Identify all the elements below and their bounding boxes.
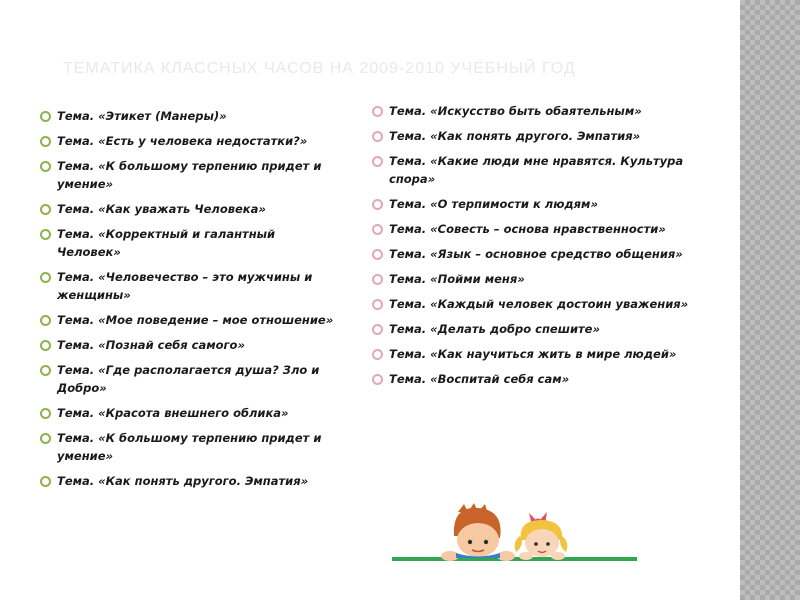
slide-title: ТЕМАТИКА КЛАССНЫХ ЧАСОВ НА 2009-2010 УЧЕБНЫЙ ГОД xyxy=(63,60,576,77)
list-item xyxy=(372,220,692,238)
list-item xyxy=(372,370,692,388)
bullet-icon xyxy=(40,433,51,444)
girl-figure xyxy=(515,512,568,560)
list-item-text: Тема. «Как уважать Человека» xyxy=(57,202,266,216)
list-item xyxy=(40,132,340,150)
list-item xyxy=(372,102,692,120)
bullet-icon xyxy=(40,365,51,376)
list-item-text: Тема. «Воспитай себя сам» xyxy=(389,372,570,386)
list-item xyxy=(40,157,340,193)
list-item-text: Тема. «Как научиться жить в мире людей» xyxy=(389,347,677,361)
list-item xyxy=(40,225,340,261)
list-item xyxy=(372,152,692,188)
bullet-icon xyxy=(372,349,383,360)
list-item xyxy=(40,404,340,422)
bullet-icon xyxy=(372,131,383,142)
bullet-icon xyxy=(40,408,51,419)
bullet-icon xyxy=(40,272,51,283)
list-item-text: Тема. «Пойми меня» xyxy=(389,272,525,286)
bullet-icon xyxy=(40,340,51,351)
list-item-text: Тема. «Корректный и галантный Человек» xyxy=(57,227,276,259)
list-item xyxy=(40,200,340,218)
list-item xyxy=(40,429,340,465)
list-item-text: Тема. «Где располагается душа? Зло и Добро» xyxy=(57,363,320,395)
bullet-icon xyxy=(372,199,383,210)
list-item xyxy=(372,295,692,313)
list-item xyxy=(40,311,340,329)
list-item xyxy=(40,107,340,125)
list-item-text: Тема. «Язык – основное средство общения» xyxy=(389,247,683,261)
bullet-icon xyxy=(40,229,51,240)
list-item-text: Тема. «Делать добро спешите» xyxy=(389,322,600,336)
list-item-text: Тема. «Как понять другого. Эмпатия» xyxy=(57,474,309,488)
bullet-icon xyxy=(372,324,383,335)
bullet-icon xyxy=(372,274,383,285)
list-item-text: Тема. «Есть у человека недостатки?» xyxy=(57,134,308,148)
bullet-icon xyxy=(40,204,51,215)
topic-list-right xyxy=(372,102,692,395)
list-item-text: Тема. «Какие люди мне нравятся. Культура спора» xyxy=(389,154,684,186)
list-item xyxy=(372,245,692,263)
list-item-text: Тема. «О терпимости к людям» xyxy=(389,197,598,211)
bullet-icon xyxy=(372,224,383,235)
list-item-text: Тема. «Каждый человек достоин уважения» xyxy=(389,297,689,311)
list-item-text: Тема. «Как понять другого. Эмпатия» xyxy=(389,129,641,143)
bullet-icon xyxy=(372,249,383,260)
list-item-text: Тема. «Красота внешнего облика» xyxy=(57,406,289,420)
bullet-icon xyxy=(372,156,383,167)
bullet-icon xyxy=(40,111,51,122)
list-item-text: Тема. «Этикет (Манеры)» xyxy=(57,109,227,123)
bullet-icon xyxy=(40,136,51,147)
boy-figure xyxy=(441,503,515,561)
list-item xyxy=(372,320,692,338)
decorative-side-panel xyxy=(740,0,800,600)
bullet-icon xyxy=(372,106,383,117)
children-illustration xyxy=(392,498,637,568)
bullet-icon xyxy=(372,374,383,385)
bullet-icon xyxy=(372,299,383,310)
list-item-text: Тема. «Искусство быть обаятельным» xyxy=(389,104,642,118)
list-item xyxy=(40,268,340,304)
list-item-text: Тема. «К большому терпению придет и умение» xyxy=(57,431,322,463)
list-item xyxy=(372,195,692,213)
list-item xyxy=(40,336,340,354)
bullet-icon xyxy=(40,315,51,326)
list-item-text: Тема. «Человечество – это мужчины и женщины» xyxy=(57,270,313,302)
list-item xyxy=(372,270,692,288)
list-item xyxy=(372,345,692,363)
bullet-icon xyxy=(40,161,51,172)
list-item-text: Тема. «К большому терпению придет и умение» xyxy=(57,159,322,191)
topic-list-left xyxy=(40,107,340,497)
list-item-text: Тема. «Мое поведение – мое отношение» xyxy=(57,313,334,327)
list-item-text: Тема. «Познай себя самого» xyxy=(57,338,245,352)
bullet-icon xyxy=(40,476,51,487)
list-item xyxy=(40,472,340,490)
list-item-text: Тема. «Совесть – основа нравственности» xyxy=(389,222,666,236)
list-item xyxy=(40,361,340,397)
list-item xyxy=(372,127,692,145)
